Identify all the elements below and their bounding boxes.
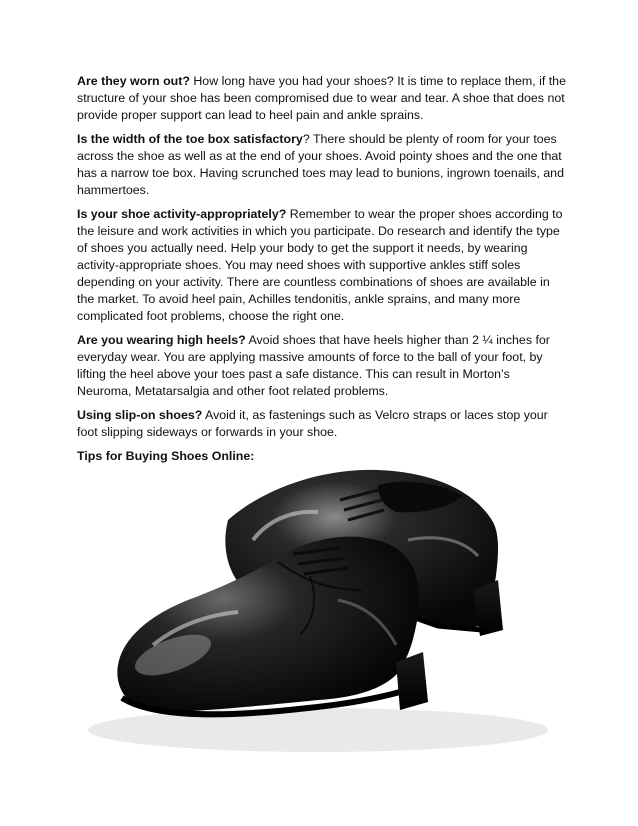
paragraph-activity [77,206,567,325]
paragraph-body: Avoid shoes that have heels higher than 2 ¼ inches for everyday wear. You are applying massive amounts of force to the ball of your foot, by lifting the heel above your toes past a safe distance. This can result in Morton’s Neuroma, Metatarsalgia and other foot related problems. [77,333,550,398]
paragraph-lead: Is your shoe activity-appropriately? [77,207,287,221]
body-text [77,73,567,465]
paragraph-lead: Using slip-on shoes? [77,408,203,422]
paragraph-body: ? There should be plenty of room for your toes across the shoe as well as at the end of your shoes. Avoid pointy shoes and the one that has a narrow toe box. Having scrunched toes may lead to bunions, ingrown toenails, and hammertoes. [77,132,564,197]
black-leather-shoes-icon [78,430,558,760]
paragraph-body: How long have you had your shoes? It is time to replace them, if the structure of your shoe has been compromised due to wear and tear. A shoe that does not provide proper support can lead to heel pain and ankle sprains. [77,74,566,122]
paragraph-toe-box [77,131,567,199]
paragraph-lead: Is the width of the toe box satisfactory [77,132,303,146]
front-shoe [117,537,428,715]
section-heading: Tips for Buying Shoes Online: [77,449,255,463]
paragraph-body: Remember to wear the proper shoes according to the leisure and work activities in which you participate. Do research and identify the type of shoes you actually need. Help your body to get the support it needs, by wearing activity-appropriate shoes. You may need shoes with supportive ankles stiff soles depending on your activity. There are countless combinations of shoes are available in the market. To avoid heel pain, Achilles tendonitis, ankle sprains, and many more complicated foot problems, choose the right one. [77,207,563,323]
paragraph-high-heels [77,332,567,400]
paragraph-lead: Are they worn out? [77,74,190,88]
shoes-figure [78,430,558,760]
paragraph-worn-out [77,73,567,124]
paragraph-lead: Are you wearing high heels? [77,333,246,347]
paragraph-body: Avoid it, as fastenings such as Velcro straps or laces stop your foot slipping sideways or forwards in your shoe. [77,408,548,439]
